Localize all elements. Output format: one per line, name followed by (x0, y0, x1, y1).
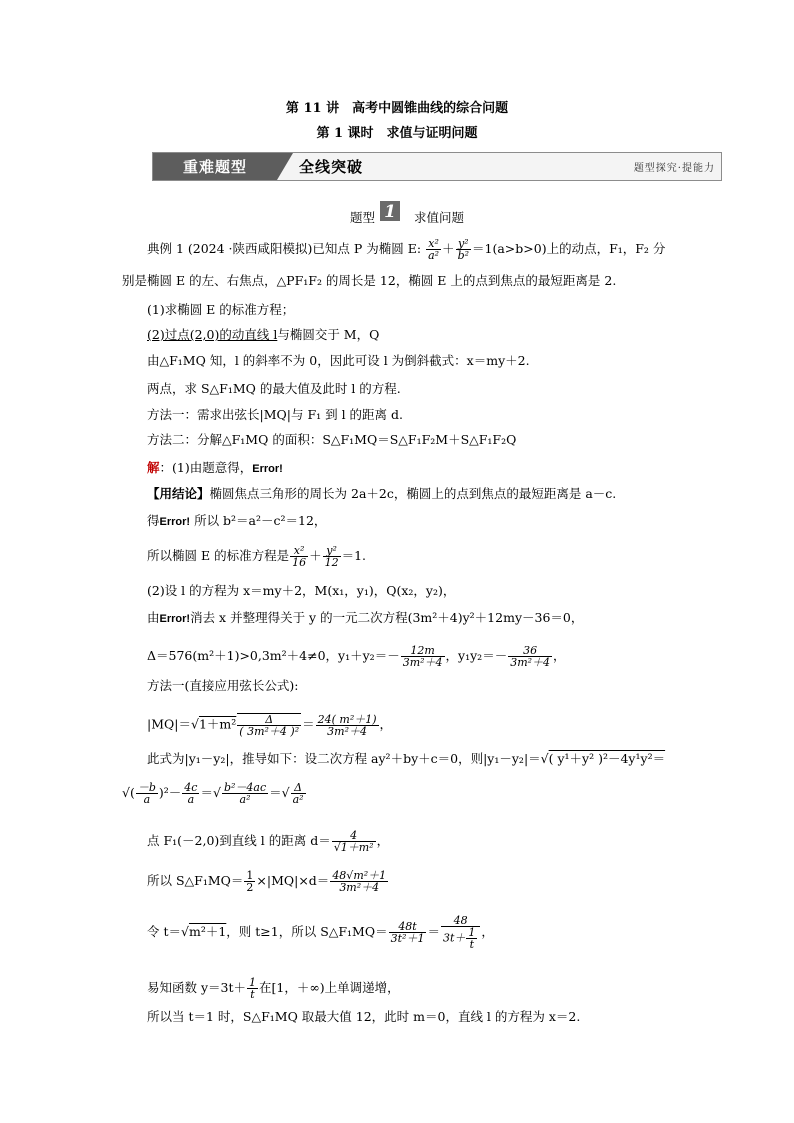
hint-2: 两点，求 S△F₁MQ 的最大值及此时 l 的方程. (147, 381, 401, 396)
hint-1: 由△F₁MQ 知，l 的斜率不为 0，因此可设 l 为倒斜截式：x＝my＋2. (147, 353, 530, 368)
example-tail: 上的动点，F₁，F₂ 分 (546, 241, 666, 256)
frac-x2-a2: $\frac{\text{x²}}{\text{a²}}$ (428, 237, 440, 262)
final-answer: 所以当 t＝1 时，S△F₁MQ 取最大值 12，此时 m＝0，直线 l 的方程为 x＝2. (147, 1009, 581, 1024)
line-equation: (2)设 l 的方程为 x＝my＋2，M(x₁，y₁)，Q(x₂，y₂)， (147, 583, 456, 598)
question-1: (1)求椭圆 E 的标准方程； (147, 302, 295, 317)
monotonic-line: 易知函数 y＝3t＋ $\frac{1}{t}$ 在[1，＋∞)上单调递增， (147, 976, 400, 1001)
banner-divider (277, 153, 293, 180)
solution-label: 解 (147, 460, 160, 475)
question-type-number-badge (379, 200, 401, 222)
badge-number: 1 (384, 202, 396, 222)
question-type-name: 求值问题 (414, 210, 465, 225)
elimination-line: 由Error!消去 x 并整理得关于 y 的一元二次方程(3m²＋4)y²＋12my－36＝0， (147, 610, 584, 625)
standard-equation: 所以椭圆 E 的标准方程是 $\frac{\text{x²}}{16}$ ＋ $\frac{\text{y²}}{12}$ ＝1. (147, 544, 367, 569)
method-2-hint: 方法二：分解△F₁MQ 的面积：S△F₁MQ＝S△F₁F₂M＋S△F₁F₂Q (147, 432, 517, 447)
example-line-1: 典例 1 (2024 ·陕西咸阳模拟)已知点 P 为椭圆 E: $\frac{\text{x²}}{\text{a²}}$ ＋ $\frac{\text{y²}}{\text{b²}}$ ＝1(a>b>0)上的动点，F₁，F₂ 分 (147, 237, 666, 262)
question-type-prefix: 题型 (350, 210, 376, 225)
derivation-line-1: 此式为|y₁－y₂|，推导如下：设二次方程 ay²＋by＋c＝0，则|y₁－y₂|＝√( y¹＋y² )²－4y¹y²＝ (147, 751, 666, 766)
example-line-2: 别是椭圆 E 的左、右焦点，△PF₁F₂ 的周长是 12，椭圆 E 上的点到焦点的最短距离是 2. (122, 273, 617, 288)
vieta-line: Δ＝576(m²＋1)>0,3m²＋4≠0，y₁＋y₂＝－ $\frac{12m}{\text{3m²＋4}}$ ，y₁y₂＝－ $\frac{36}{\text{3m²＋4}}$ ， (147, 644, 566, 669)
solution-line-1: 解：(1)由题意得，Error! (147, 460, 283, 475)
page-title: 第 11 讲 高考中圆锥曲线的综合问题 (285, 101, 509, 116)
question-type-heading (0, 200, 794, 230)
substitution-line: 令 t＝√m²＋1，则 t≥1，所以 S△F₁MQ＝ $\frac{48t}{\text{3t²＋1}}$ ＝ 48 3t＋ $\frac{1}{t}$ ， (147, 914, 494, 951)
derivation-line-2: √( $\frac{-b}{a}$ )²－ $\frac{4c}{a}$ ＝√ $\frac{\text{b²－4ac}}{\text{a²}}$ ＝√ $\frac{\Delta}{\text{a²}}$ (122, 781, 304, 806)
method-1-title: 方法一(直接应用弦长公式): (147, 678, 299, 693)
banner-left-label: 重难题型 (153, 153, 277, 180)
chord-length-line: |MQ|＝√1＋m² $\frac{\Delta}{\text{( 3m²＋4 )²}}$ ＝ $\frac{\text{24( m²＋1)}}{\text{3m²＋4}}$ ， (147, 712, 393, 738)
area-line: 所以 S△F₁MQ＝ $\frac{1}{2}$ ×|MQ|×d＝ $\frac{\text{48√m²＋1}}{\text{3m²＋4}}$ (147, 869, 387, 894)
solution-line-3: 得Error! 所以 b²＝a²－c²＝12， (147, 513, 327, 528)
example-lead: 典例 1 (2024 ·陕西咸阳模拟)已知点 P 为椭圆 E: (147, 241, 422, 256)
banner-right-label: 题型探究·提能力 (633, 163, 715, 174)
banner-middle-label: 全线突破 (299, 158, 364, 176)
page-subtitle: 第 1 课时 求值与证明问题 (316, 126, 478, 141)
question-2: (2)过点(2,0)的动直线 l与椭圆交于 M，Q (147, 327, 380, 342)
conclusion-line: 【用结论】椭圆焦点三角形的周长为 2a＋2c，椭圆上的点到焦点的最短距离是 a－c. (147, 486, 617, 501)
section-banner (152, 152, 722, 181)
method-1-hint: 方法一：需求出弦长|MQ|与 F₁ 到 l 的距离 d. (147, 407, 403, 422)
frac-y2-b2: $\frac{\text{y²}}{\text{b²}}$ (457, 237, 470, 262)
distance-line: 点 F₁(－2,0)到直线 l 的距离 d＝ $\frac{4}{\text{√1＋m²}}$ ， (147, 829, 390, 854)
